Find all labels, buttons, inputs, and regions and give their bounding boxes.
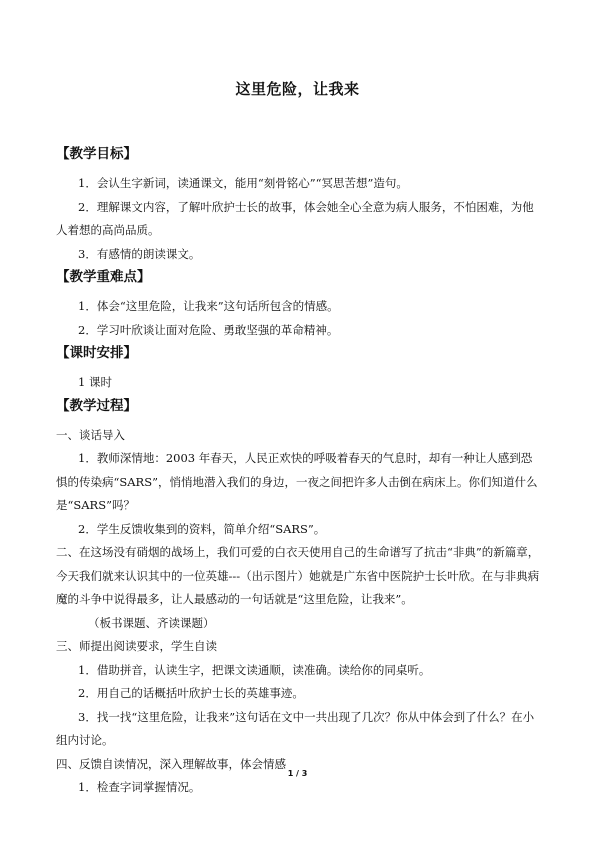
process-part4-item1: 1．检查字词掌握情况。 bbox=[78, 780, 201, 794]
schedule-text: 1 课时 bbox=[78, 375, 112, 389]
process-part3-item3: 3．找一找“这里危险，让我来”这句话在文中一共出现了几次？你从中体会到了什么？在小组内讨论。 bbox=[56, 709, 535, 747]
process-part1-item2: 2．学生反馈收集到的资料，简单介绍“SARS”。 bbox=[78, 521, 326, 536]
section-heading-schedule: 【课时安排】 bbox=[56, 345, 137, 361]
process-part1-item1: 1．教师深情地：2003 年春天，人民正欢快的呼吸着春天的气息时，却有一种让人感到恐惧的传染病“SARS”，悄悄地潜入我们的身边，一夜之间把许多人击倒在病床上。你们知道什么是“SARS”吗？ bbox=[56, 451, 538, 512]
process-part3-title: 三、师提出阅读要求，学生自读 bbox=[56, 639, 217, 653]
process-part4-title: 四、反馈自读情况，深入理解故事，体会情感 bbox=[56, 756, 286, 771]
goal-item-1: 1．会认生字新词，读通课文，能用“刻骨铭心”“冥思苦想”造句。 bbox=[78, 176, 408, 190]
page-number: 1 / 3 bbox=[287, 769, 308, 778]
document-title: 这里危险，让我来 bbox=[235, 80, 360, 98]
key-point-item-1: 1．体会“这里危险，让我来”这句话所包含的情感。 bbox=[78, 299, 339, 313]
section-heading-process: 【教学过程】 bbox=[56, 397, 137, 414]
process-part2-text: 二、在这场没有硝烟的战场上，我们可爱的白衣天使用自己的生命谱写了抗击“非典”的新篇章，今天我们就来认识其中的一位英雄---（出示图片）她就是广东省中医院护士长叶欣。在与非典病魔的斗争中说得最多，让人最感动的一句话就是“这里危险，让我来”。 bbox=[56, 545, 540, 606]
section-heading-goals: 【教学目标】 bbox=[56, 146, 137, 162]
process-part3-item1: 1．借助拼音，认读生字，把课文读通顺，读准确。读给你的同桌听。 bbox=[78, 662, 431, 677]
goal-item-2: 2．理解课文内容，了解叶欣护士长的故事，体会她全心全意为病人服务，不怕困难，为他人着想的高尚品质。 bbox=[56, 199, 534, 237]
process-part3-item2: 2．用自己的话概括叶欣护士长的英雄事迹。 bbox=[78, 686, 304, 700]
document-body bbox=[56, 143, 541, 800]
process-part2-note: （板书课题、齐读课题） bbox=[88, 615, 215, 630]
key-point-item-2: 2．学习叶欣谈让面对危险、勇敢坚强的革命精神。 bbox=[78, 322, 339, 337]
process-part1-title: 一、谈话导入 bbox=[56, 427, 125, 442]
section-heading-key-points: 【教学重难点】 bbox=[56, 269, 151, 285]
goal-item-3: 3．有感情的朗读课文。 bbox=[78, 246, 201, 261]
